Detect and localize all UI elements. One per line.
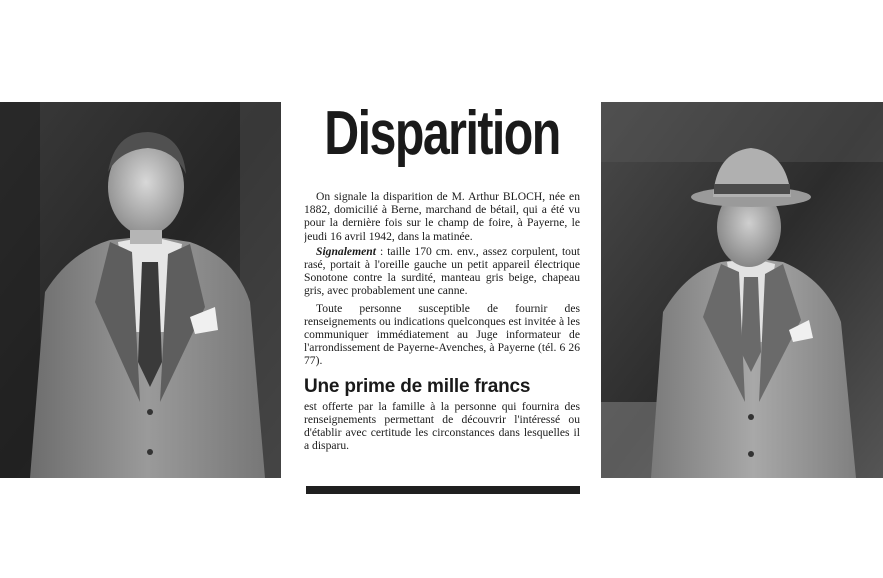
bottom-rule <box>306 486 580 494</box>
contact-paragraph: Toute personne susceptible de fournir des renseignements ou indications quelconques est invitée à les communiquer immédiatement au Juge informateur de l'arrondissement de Payerne-Avenches, à Payerne (tél. 6 26 77). <box>304 301 580 368</box>
disappearance-paragraph: On signale la disparition de M. Arthur BLOCH, née en 1882, domicilié à Berne, marchand de bétail, qui a été vu pour la dernière fois sur le champ de foire, à Payerne, le jeudi 16 avril 1942, dans la matinée. <box>304 190 580 243</box>
reward-heading: Une prime de mille francs <box>304 375 531 397</box>
description-paragraph <box>304 245 580 298</box>
headline: Disparition <box>324 99 560 168</box>
description-text: : taille 170 cm. env., assez corpulent, tout rasé, portait à l'oreille gauche un petit appareil électrique Sonotone contre la surdité, manteau gris beige, chapeau gris, avec probablement une canne. <box>304 244 580 298</box>
description-label: Signalement <box>316 244 376 258</box>
photo-man-with-hat <box>601 102 883 478</box>
reward-paragraph: est offerte par la famille à la personne qui fournira des renseignements permettant de découvrir l'intéressé ou d'établir avec certitude les circonstances dans lesquelles il a disparu. <box>304 399 580 453</box>
notice-column <box>304 98 580 496</box>
photo-man-bareheaded <box>0 102 281 478</box>
